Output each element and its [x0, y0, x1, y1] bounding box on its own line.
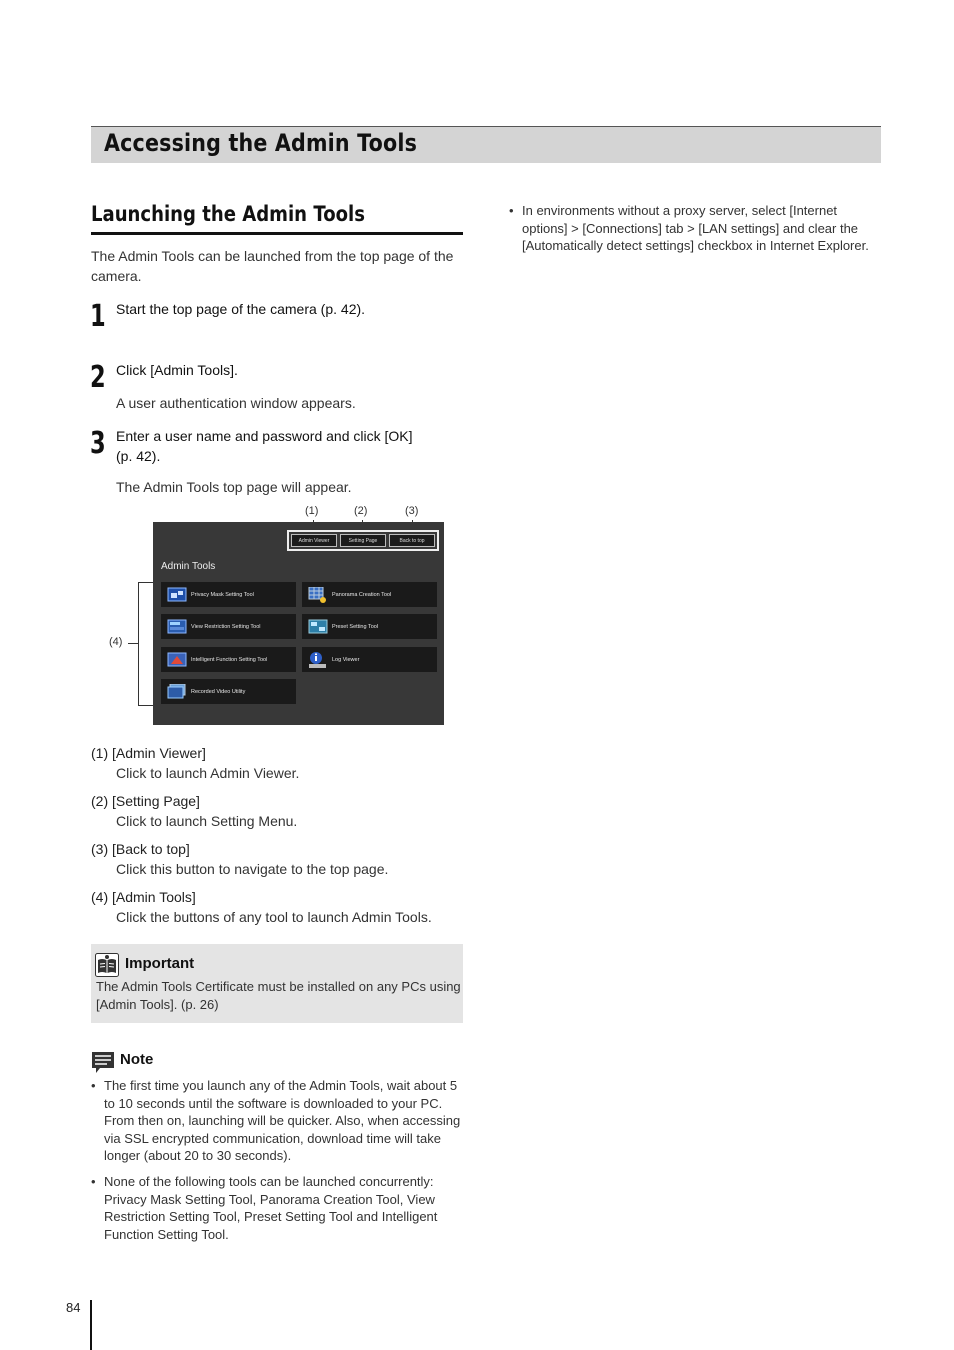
top-button-group — [287, 530, 439, 551]
bullet-line: None of the following tools can be launched concurrently: — [104, 1174, 434, 1189]
right-column-bullet — [509, 202, 882, 255]
admin-viewer-button[interactable]: Admin Viewer — [291, 534, 337, 547]
admin-tools-screenshot — [153, 522, 444, 725]
important-text — [96, 978, 461, 1014]
back-to-top-button[interactable]: Back to top — [389, 534, 435, 547]
bullet-line: From then on, launching will be quicker. Also, when accessing — [104, 1113, 461, 1129]
tool-label: Intelligent Function Setting Tool — [191, 656, 268, 663]
definition-desc-2: Click to launch Setting Menu. — [116, 813, 298, 829]
step-text-1: Start the top page of the camera (p. 42). — [116, 301, 366, 317]
step-text-3-line2: (p. 42). — [116, 448, 161, 464]
callout-4: (4) — [109, 636, 123, 648]
bullet-line: [Automatically detect settings] checkbox in Internet Explorer. — [522, 238, 869, 254]
definition-label-2: (2) [Setting Page] — [91, 793, 200, 809]
tool-label: Privacy Mask Setting Tool — [191, 591, 254, 598]
callout-2: (2) — [354, 505, 368, 517]
note-title: Note — [120, 1051, 154, 1068]
tool-label: View Restriction Setting Tool — [191, 623, 261, 630]
admin-tools-panel-title: Admin Tools — [161, 561, 216, 572]
definition-desc-1: Click to launch Admin Viewer. — [116, 765, 300, 781]
intro-paragraph: The Admin Tools can be launched from the top page of the camera. — [91, 248, 454, 284]
tool-label: Log Viewer — [332, 656, 360, 663]
definition-label-3: (3) [Back to top] — [91, 841, 190, 857]
note-icon — [91, 1050, 115, 1079]
bullet-dot: • — [91, 1174, 96, 1189]
step-number-2: 2 — [90, 360, 106, 395]
panorama-grid-icon — [308, 587, 328, 602]
subsection-heading — [91, 198, 463, 235]
recorded-video-icon — [167, 684, 187, 699]
definition-desc-3: Click this button to navigate to the top page. — [116, 861, 389, 877]
definition-label-4: (4) [Admin Tools] — [91, 889, 196, 905]
info-icon — [308, 652, 328, 667]
bullet-line: Privacy Mask Setting Tool, Panorama Creation Tool, View — [104, 1191, 435, 1207]
intelligent-function-tool-button[interactable] — [161, 647, 296, 672]
callout-line-4 — [128, 643, 138, 644]
important-text-line: The Admin Tools Certificate must be installed on any PCs using — [96, 979, 461, 994]
callout-1: (1) — [305, 505, 319, 517]
preset-setting-tool-button[interactable] — [302, 614, 437, 639]
view-restriction-tool-button[interactable] — [161, 614, 296, 639]
bullet-line: to 10 seconds until the software is downloaded to your PC. — [104, 1095, 443, 1111]
tool-label: Panorama Creation Tool — [332, 591, 392, 598]
privacy-mask-icon — [167, 587, 187, 602]
bullet-line: Function Setting Tool. — [104, 1226, 229, 1242]
tool-label: Recorded Video Utility — [191, 688, 246, 695]
recorded-video-utility-button[interactable] — [161, 679, 296, 704]
callout-3: (3) — [405, 505, 419, 517]
bullet-dot: • — [91, 1078, 96, 1093]
subsection-title: Launching the Admin Tools — [91, 202, 366, 226]
note-bullet-1 — [91, 1077, 466, 1165]
panorama-creation-tool-button[interactable] — [302, 582, 437, 607]
bullet-line: options] > [Connections] tab > [LAN settings] and clear the — [522, 220, 859, 236]
step-result-2: A user authentication window appears. — [116, 395, 356, 411]
preset-setting-icon — [308, 619, 328, 634]
section-title: Accessing the Admin Tools — [104, 129, 418, 157]
step-number-1: 1 — [90, 299, 106, 334]
bullet-line: longer (about 20 to 30 seconds). — [104, 1148, 292, 1164]
bullet-line: via SSL encrypted communication, download time will take — [104, 1130, 441, 1146]
step-number-3: 3 — [90, 426, 106, 461]
log-viewer-button[interactable] — [302, 647, 437, 672]
bullet-line: The first time you launch any of the Admin Tools, wait about 5 — [104, 1078, 458, 1093]
definition-desc-4: Click the buttons of any tool to launch Admin Tools. — [116, 909, 432, 925]
view-restriction-icon — [167, 619, 187, 634]
page-number: 84 — [66, 1300, 81, 1315]
bullet-line: Restriction Setting Tool, Preset Setting Tool and Intelligent — [104, 1209, 438, 1225]
important-title: Important — [125, 955, 195, 972]
step-text-3-line1: Enter a user name and password and click [OK] — [116, 428, 413, 444]
tool-label: Preset Setting Tool — [332, 623, 379, 630]
definition-label-1: (1) [Admin Viewer] — [91, 745, 206, 761]
page-number-rule — [90, 1300, 92, 1350]
note-bullet-2 — [91, 1173, 466, 1243]
step-result-3: The Admin Tools top page will appear. — [116, 479, 352, 495]
important-box — [91, 944, 463, 1023]
privacy-mask-tool-button[interactable] — [161, 582, 296, 607]
setting-page-button[interactable]: Setting Page — [340, 534, 386, 547]
bullet-dot: • — [509, 203, 514, 218]
section-banner — [91, 126, 881, 163]
important-text-line: [Admin Tools]. (p. 26) — [96, 997, 219, 1012]
bullet-line: In environments without a proxy server, select [Internet — [522, 203, 838, 218]
intelligent-function-icon — [167, 652, 187, 667]
step-text-2: Click [Admin Tools]. — [116, 362, 238, 378]
